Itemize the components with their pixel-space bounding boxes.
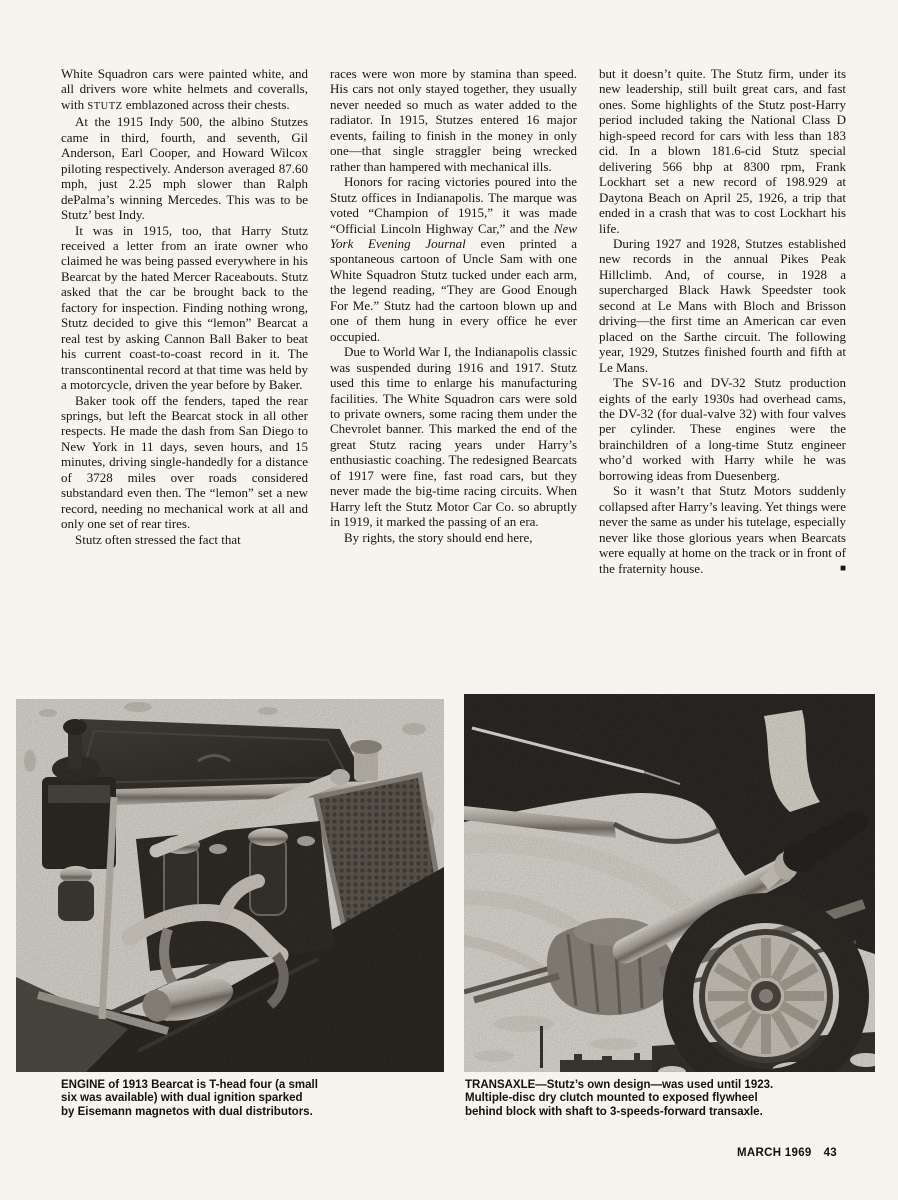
article-body	[61, 66, 847, 576]
page-footer	[737, 1147, 837, 1159]
paragraph: Baker took off the fenders, taped the rear springs, but left the Bearcat stock in all other respects. He made the dash from San Diego to New York in 11 days, seven hours, and 15 minutes, driving single-handedly for a distance of 3728 miles over roads considered substandard even then. The “lemon” set a new record, needing no mechanical work at all and only one set of rear tires.	[61, 392, 308, 532]
paragraph: White Squadron cars were painted white, and all drivers wore white helmets and coveralls, with STUTZ emblazoned across their chests.	[61, 66, 308, 112]
transaxle-caption	[465, 1079, 815, 1119]
transaxle-photo	[464, 694, 875, 1072]
page-number: 43	[823, 1147, 837, 1159]
caption-line: Multiple-disc dry clutch mounted to exposed flywheel	[465, 1092, 758, 1105]
text-column-1	[61, 66, 308, 576]
caption-line: by Eisemann magnetos with dual distributors.	[61, 1105, 313, 1118]
engine-caption	[61, 1079, 366, 1119]
text-column-2	[330, 66, 577, 576]
engine-photo	[16, 699, 444, 1072]
caption-line: ENGINE of 1913 Bearcat is T-head four (a small	[61, 1079, 318, 1091]
paragraph: but it doesn’t quite. The Stutz firm, under its new leadership, still built great cars, and fast ones. Some highlights of the Stutz post-Harry period included taking the National Class D high-speed record for cars with less than 183 cid. In a blown 181.6-cid Stutz special delivering 566 bhp at 8300 rpm, Frank Lockhart set a new record of 198.929 at Daytona Beach on April 25, 1926, a trip that ended in a crash that was to cost Lockhart his life.	[599, 66, 846, 236]
paragraph: By rights, the story should end here,	[344, 529, 533, 545]
paragraph: It was in 1915, too, that Harry Stutz received a letter from an irate owner who claimed he was being passed everywhere in his Bearcat by the hated Mercer Raceabouts. Stutz asked that the car be brought back to the factory for inspection. Finding nothing wrong, Stutz decided to give this “lemon” Bearcat a real test by asking Cannon Ball Baker to beat his current coast-to-coast record in it. The transcontinental record at that time was held by a motorcycle, driven the year before by Baker.	[61, 222, 308, 393]
caption-line: behind block with shaft to 3-speeds-forward transaxle.	[465, 1105, 763, 1118]
paragraph: Stutz often stressed the fact that	[75, 531, 241, 547]
caption-line: TRANSAXLE—Stutz’s own design—was used until 1923.	[465, 1079, 774, 1091]
text-column-3	[599, 66, 846, 576]
paragraph: The SV-16 and DV-32 Stutz production eights of the early 1930s had overhead cams, the DV-32 (for dual-valve 32) with four valves per cylinder. These engines were the brainchildren of a long-time Stutz engineer who’d worked with Harry while he was borrowing ideas from Duesenberg.	[599, 375, 846, 483]
paragraph: So it wasn’t that Stutz Motors suddenly collapsed after Harry’s leaving. Yet things were never the same as under his tutelage, especially never like those glorious years when Bearcats were equally at home on the track or in front of the fraternity house. ■	[599, 483, 846, 576]
paragraph: Due to World War I, the Indianapolis classic was suspended during 1916 and 1917. Stutz used this time to enlarge his manufacturing facilities. The White Squadron cars were sold to private owners, some racing them under the Chevrolet banner. This marked the end of the great Stutz racing years under Harry’s enthusiastic coaching. The redesigned Bearcats of 1917 were fine, fast road cars, but they never made the big-time racing circuits. When Harry left the Stutz Motor Car Co. so abruptly in 1919, it marked the passing of an era.	[330, 344, 577, 530]
paragraph: races were won more by stamina than speed. His cars not only stayed together, they usually never needed so much as water added to the radiator. In 1915, Stutzes entered 16 major events, failing to finish in the money in only one—that single straggler being wrecked rather than hampered with mechanical ills.	[330, 66, 577, 174]
issue-date: MARCH 1969	[737, 1147, 812, 1159]
paragraph: During 1927 and 1928, Stutzes established new records in the annual Pikes Peak Hillclimb. And, of course, in 1928 a supercharged Black Hawk Speedster took second at Le Mans with Bloch and Brisson driving—the first time an American car even placed on the Sarthe circuit. The following year, 1929, Stutzes finished fourth and fifth at Le Mans.	[599, 235, 846, 375]
caption-line: six was available) with dual ignition sparked	[61, 1092, 303, 1105]
paragraph: Honors for racing victories poured into the Stutz offices in Indianapolis. The marque was voted “Champion of 1915,” it was made “Official Lincoln Highway Car,” and the New York Evening Journal even printed a spontaneous cartoon of Uncle Sam with one White Squadron Stutz tucked under each arm, the legend reading, “They are Good Enough For Me.” Stutz had the cartoon blown up and one of them hung in every office he ever occupied.	[330, 174, 577, 344]
paragraph: At the 1915 Indy 500, the albino Stutzes came in third, fourth, and seventh, Gil Anderson, Earl Cooper, and Howard Wilcox piloting respectively. Anderson averaged 87.60 mph, just 2.25 mph slower than Ralph dePalma’s winning Mercedes. This was to be Stutz’ best Indy.	[61, 114, 308, 223]
